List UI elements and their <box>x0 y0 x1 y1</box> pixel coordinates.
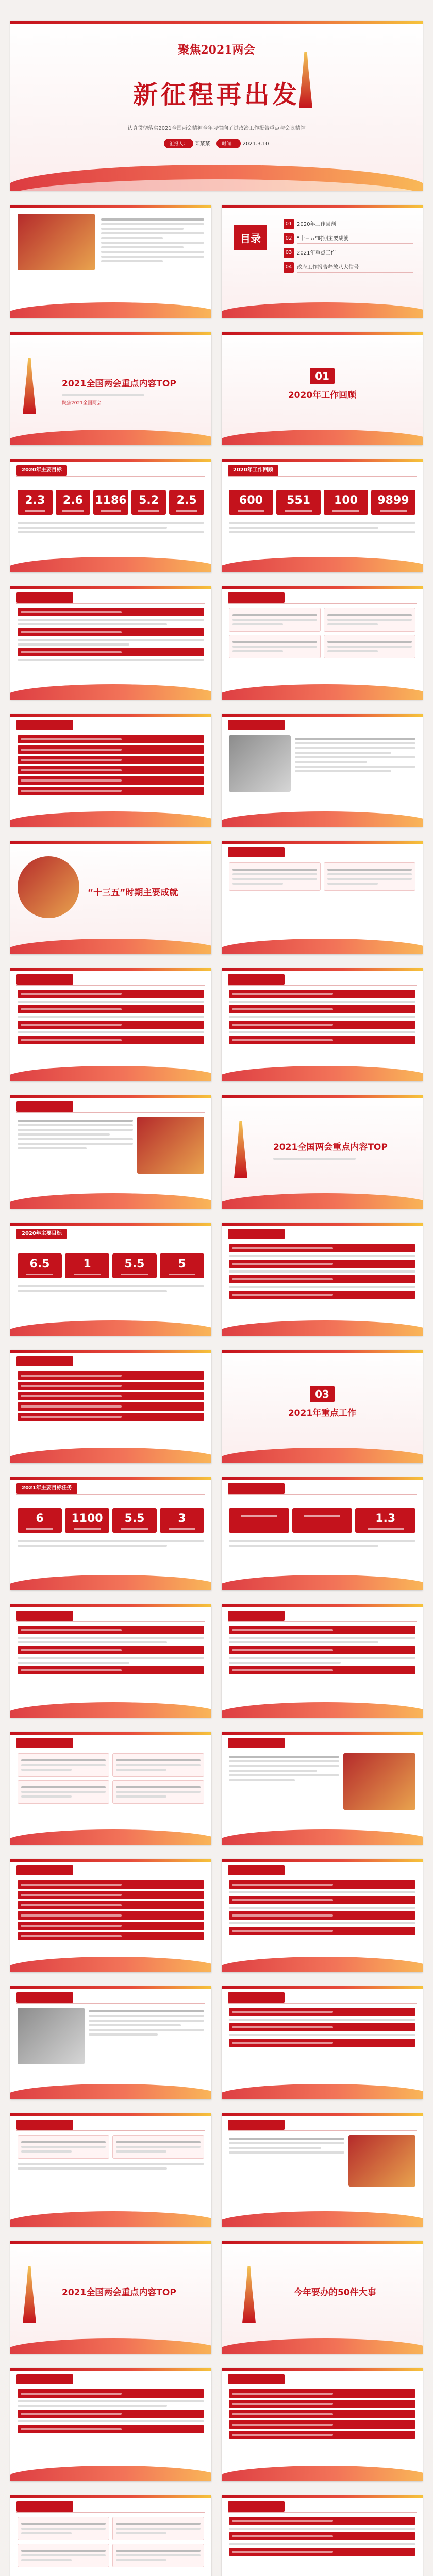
section-title: 2020年工作回顾 <box>288 390 357 400</box>
stat-card <box>292 1508 353 1533</box>
stat-card: 5.5 <box>112 1253 157 1278</box>
stat-card: 1100 <box>65 1508 109 1533</box>
content-slide <box>222 1986 423 2099</box>
content-slide <box>222 841 423 954</box>
toc-title: 目录 <box>234 225 267 250</box>
content-slide <box>10 586 211 700</box>
time-value: 2021.3.10 <box>242 141 269 147</box>
toc-item[interactable]: 03 2021年重点工作 <box>284 248 413 258</box>
tower-icon <box>242 2266 256 2323</box>
stat-card: 5.5 <box>112 1508 157 1533</box>
content-slide <box>222 968 423 1081</box>
stat-card <box>229 1508 289 1533</box>
stat-card: 100 <box>324 490 368 515</box>
stat-card: 5 <box>160 1253 204 1278</box>
content-slide <box>222 1223 423 1336</box>
section-title: 2021全国两会重点内容TOP <box>62 2287 176 2298</box>
intro-slide <box>10 205 211 318</box>
content-slide <box>222 1732 423 1845</box>
content-slide <box>10 1859 211 1972</box>
stats-slide: 2020年主要目标 6.5 1 5.5 5 <box>10 1223 211 1336</box>
cover-subtitle: 认真贯彻落实2021全国两会精神全年习惯向了过政治工作报告重点与会议精神 <box>127 126 306 131</box>
content-slide <box>222 2368 423 2481</box>
stats-slide: 2020年工作回顾 600 551 100 9899 <box>222 459 423 572</box>
stat-card: 2.6 <box>56 490 91 515</box>
stats-slide <box>222 1477 423 1590</box>
stat-card: 2.5 <box>169 490 204 515</box>
content-slide <box>222 2113 423 2227</box>
stat-card: 600 <box>229 490 273 515</box>
stat-card: 1 <box>65 1253 109 1278</box>
content-slide <box>222 1859 423 1972</box>
cover-slide <box>10 21 423 191</box>
meeting-photo <box>18 214 95 270</box>
stat-card: 5.2 <box>131 490 166 515</box>
toc-item[interactable]: 02 “十三五”时期主要成就 <box>284 233 413 244</box>
content-slide <box>222 1604 423 1718</box>
toc-slide <box>222 205 423 318</box>
slide-deck <box>10 21 423 2576</box>
section-title: 2021全国两会重点内容TOP <box>273 1142 388 1153</box>
section-title: 今年要办的50件大事 <box>294 2287 376 2298</box>
stat-card: 551 <box>276 490 321 515</box>
section-number: 01 <box>310 368 335 384</box>
reporter-label: 汇报人： <box>164 139 193 148</box>
section-title: “十三五”时期主要成就 <box>88 888 178 898</box>
toc-item[interactable]: 04 政府工作报告释放八大信号 <box>284 262 413 273</box>
content-slide <box>222 2495 423 2576</box>
content-slide <box>10 1732 211 1845</box>
toc-item[interactable]: 01 2020年工作回顾 <box>284 219 413 229</box>
section-title: 2021年重点工作 <box>288 1408 357 1418</box>
section-03-slide <box>222 1350 423 1463</box>
section-slide: 2021全国两会重点内容TOP 聚焦2021全国两会 <box>10 332 211 445</box>
content-slide <box>222 586 423 700</box>
stat-card: 1.3 <box>355 1508 415 1533</box>
reporter-name: 某某某 <box>194 141 210 147</box>
stat-card: 2.3 <box>18 490 53 515</box>
tower-icon <box>23 2266 36 2323</box>
stat-card: 6.5 <box>18 1253 62 1278</box>
content-slide <box>10 1350 211 1463</box>
stat-card: 3 <box>160 1508 204 1533</box>
content-slide <box>10 1986 211 2099</box>
content-slide <box>10 968 211 1081</box>
content-slide <box>10 1604 211 1718</box>
content-slide <box>10 1095 211 1209</box>
content-slide <box>10 2495 211 2576</box>
content-slide <box>10 2368 211 2481</box>
tower-icon <box>234 1121 247 1178</box>
content-slide <box>222 714 423 827</box>
section-01-slide <box>222 332 423 445</box>
content-slide <box>10 714 211 827</box>
time-label: 时间： <box>216 139 241 148</box>
section-50-slide <box>222 2241 423 2354</box>
stat-card: 9899 <box>371 490 415 515</box>
section-02-slide <box>10 841 211 954</box>
stats-slide: 2021年主要目标任务 6 1100 5.5 3 <box>10 1477 211 1590</box>
stat-card: 6 <box>18 1508 62 1533</box>
section-slide <box>222 1095 423 1209</box>
stats-slide: 2020年主要目标 2.3 2.6 1186 5.2 2.5 <box>10 459 211 572</box>
section-number: 03 <box>310 1386 335 1402</box>
content-slide <box>10 2113 211 2227</box>
cover-title: 新征程再出发 <box>132 80 300 109</box>
tower-icon <box>23 358 36 414</box>
stat-card: 1186 <box>93 490 128 515</box>
section-title: 2021全国两会重点内容TOP <box>62 379 176 389</box>
section-slide <box>10 2241 211 2354</box>
cover-badge: 聚焦2021两会 <box>178 43 255 57</box>
